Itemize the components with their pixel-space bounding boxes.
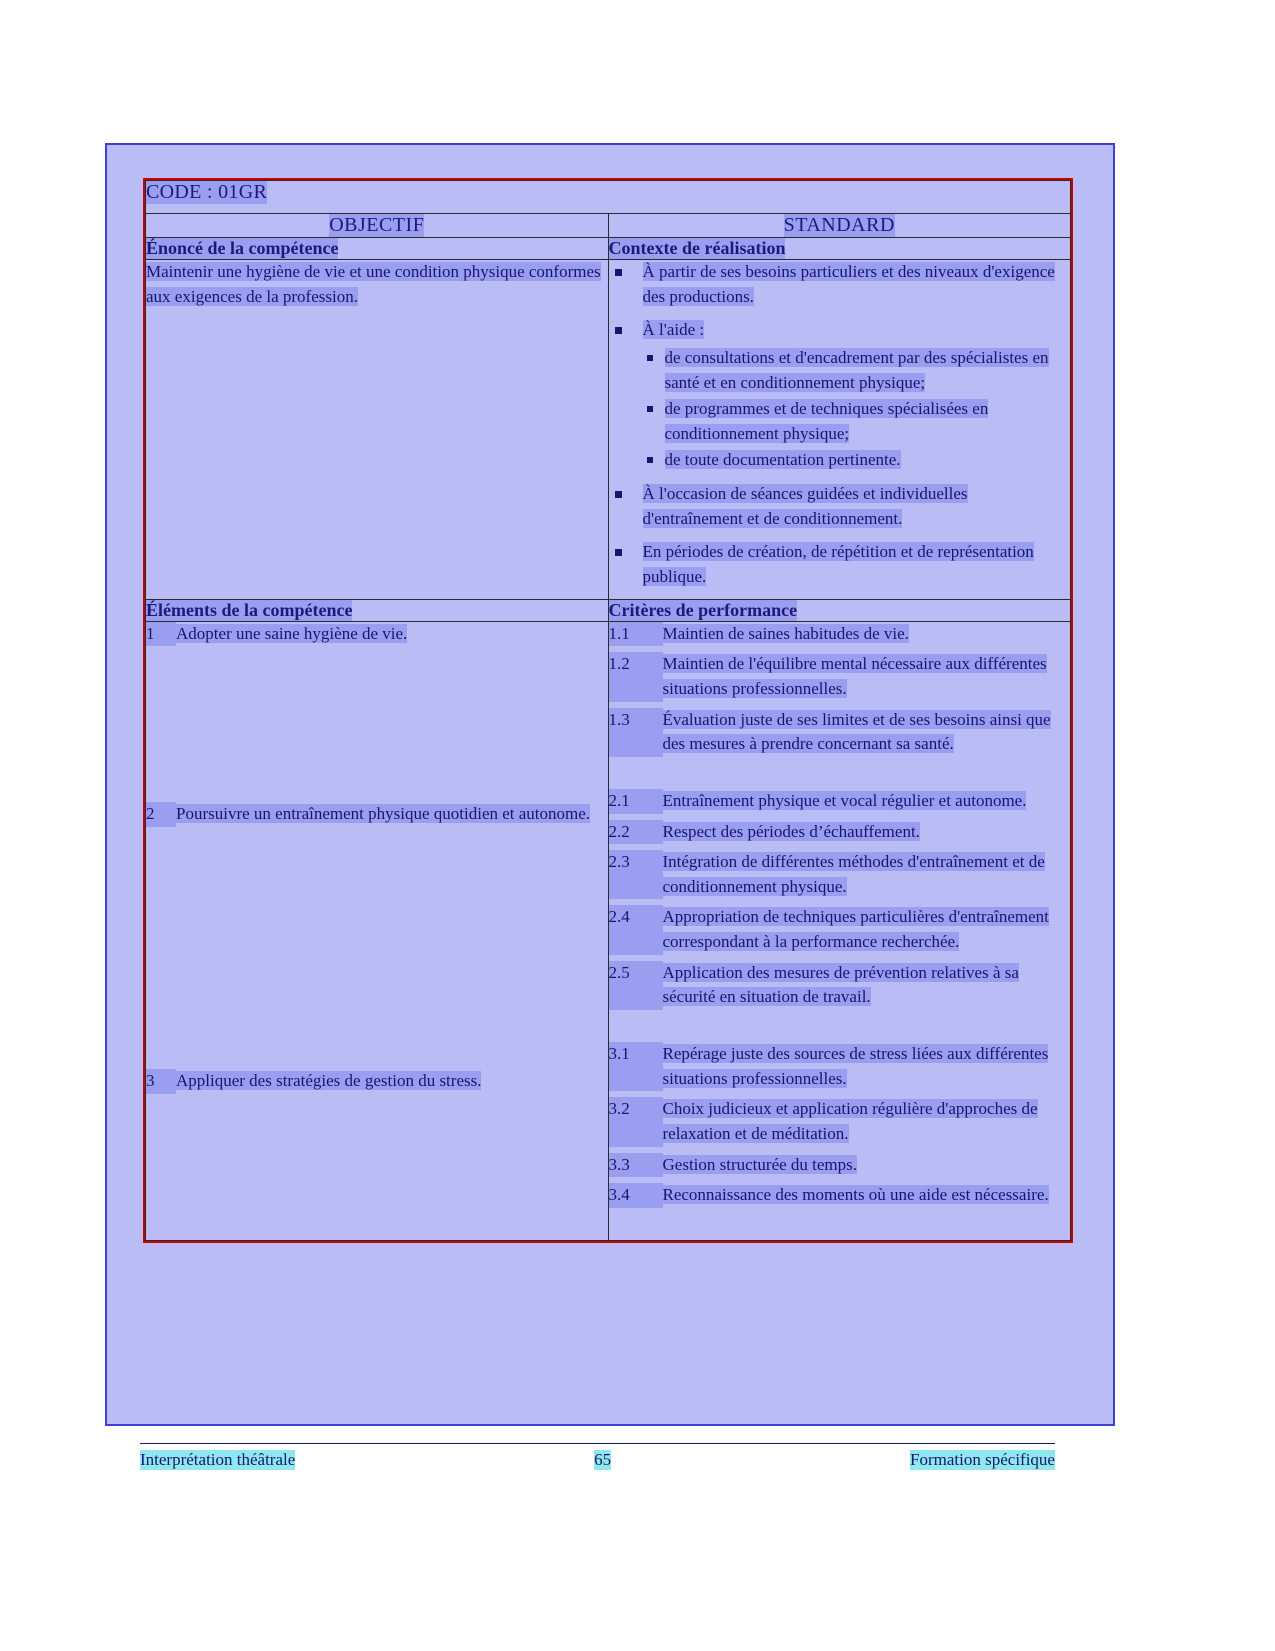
footer-page-number: 65 [594,1450,612,1469]
contexte-cell [608,260,1071,600]
element-text: Appliquer des stratégies de gestion du stress. [176,1070,482,1090]
criterion-number: 2.4 [609,905,663,954]
footer-divider [140,1443,1055,1444]
element-number: 1 [146,622,176,647]
enonce-cell [146,260,609,600]
footer-right: Formation spécifique [910,1450,1055,1469]
spacer [146,652,608,802]
criterion-number: 3.2 [609,1097,663,1146]
competency-detail-row [146,621,1071,1240]
criterion-number: 2.5 [609,961,663,1010]
criterion-item [609,789,1071,814]
criterion-item [609,1153,1071,1178]
criterion-text: Choix judicieux et application régulière d'approches de relaxation et de méditation. [662,1099,1038,1143]
standard-header: STANDARD [783,214,895,236]
criterion-item [609,1042,1071,1091]
list-item: de consultations et d'encadrement par des spécialistes en santé et en conditionnement physique; [643,346,1071,395]
criterion-item [609,622,1071,647]
criterion-text: Application des mesures de prévention relatives à sa sécurité en situation de travail. [662,962,1019,1007]
competency-table [143,178,1073,1243]
elements-title-cell [146,599,609,621]
criterion-item [609,1183,1071,1208]
criterion-item [609,850,1071,899]
list-item: À partir de ses besoins particuliers et des niveaux d'exigence des productions. [609,260,1071,309]
element-item [146,1069,608,1094]
elements-title: Éléments de la compétence [146,599,353,620]
competency-detail-title-row [146,599,1071,621]
criterion-number: 3.4 [609,1183,663,1208]
criterion-text: Intégration de différentes méthodes d'entraînement et de conditionnement physique. [662,852,1045,896]
criterion-item [609,820,1071,845]
criterion-item [609,905,1071,954]
criterion-number: 3.3 [609,1153,663,1178]
criterion-item [609,1097,1071,1146]
criteria-group [609,1042,1071,1208]
page-canvas [105,143,1115,1426]
spacer [146,833,608,1069]
code-row [146,181,1071,214]
criterion-item [609,961,1071,1010]
enonce-title: Énoncé de la compétence [146,238,339,258]
objectif-header: OBJECTIF [329,214,425,236]
element-number: 2 [146,802,176,827]
code-cell [146,181,1071,214]
criterion-text: Repérage juste des sources de stress liées aux différentes situations professionnelles. [662,1044,1049,1088]
objectif-header-cell [146,214,609,238]
criteres-title: Critères de performance [608,599,798,620]
contexte-title: Contexte de réalisation [608,238,786,258]
criteres-cell [608,621,1071,1240]
criterion-text: Maintien de l'équilibre mental nécessaire aux différentes situations professionnelles. [662,654,1047,698]
enonce-paragraph: Maintenir une hygiène de vie et une condition physique conformes aux exigences de la profession. [146,262,601,306]
criteria-group [609,622,1071,757]
spacer [609,763,1071,789]
criteria-group [609,789,1071,1010]
criterion-text: Gestion structurée du temps. [662,1154,858,1174]
code-label: CODE : 01GR [146,181,268,203]
contexte-title-cell [608,238,1071,260]
criterion-number: 1.1 [609,622,663,647]
criterion-text: Entraînement physique et vocal régulier et autonome. [662,790,1027,810]
element-item [146,622,608,647]
section-title-row [146,238,1071,260]
spacer [609,1016,1071,1042]
criteres-title-cell [608,599,1071,621]
criterion-text: Appropriation de techniques particulières d'entraînement correspondant à la performance recherchée. [662,907,1049,952]
enonce-title-cell [146,238,609,260]
footer-left: Interprétation théâtrale [140,1450,296,1469]
elements-cell [146,621,609,1240]
criterion-number: 2.2 [609,820,663,845]
list-item: En périodes de création, de répétition et de représentation publique. [609,540,1071,589]
element-text: Adopter une saine hygiène de vie. [176,623,408,643]
header-row [146,214,1071,238]
list-item: À l'occasion de séances guidées et individuelles d'entraînement et de conditionnement. [609,482,1071,531]
element-number: 3 [146,1069,176,1094]
criterion-number: 2.1 [609,789,663,814]
criterion-text: Évaluation juste de ses limites et de ses besoins ainsi que des mesures à prendre concernant sa santé. [662,709,1051,754]
spacer [146,1100,608,1240]
criterion-text: Reconnaissance des moments où une aide est nécessaire. [662,1185,1049,1205]
criterion-text: Respect des périodes d’échauffement. [662,821,920,841]
element-item [146,802,608,827]
criterion-item [609,652,1071,701]
criterion-number: 2.3 [609,850,663,899]
list-item: de toute documentation pertinente. [643,448,1071,473]
criterion-text: Maintien de saines habitudes de vie. [662,623,909,643]
contexte-sub-list [643,346,1071,473]
criterion-number: 1.3 [609,708,663,757]
contexte-bullet-list [609,260,1071,590]
page-footer [140,1450,1055,1470]
criterion-number: 3.1 [609,1042,663,1091]
criterion-number: 1.2 [609,652,663,701]
element-text: Poursuivre un entraînement physique quotidien et autonome. [176,804,591,824]
statement-row [146,260,1071,600]
list-item: de programmes et de techniques spécialisées en conditionnement physique; [643,397,1071,446]
criterion-item [609,708,1071,757]
standard-header-cell [608,214,1071,238]
list-item: À l'aide : de consultations et d'encadrement par des spécialistes en santé et en conditionnement physique; de programmes et de techniques spécialisées en conditionnement physique; de toute documentation pertinente. [609,318,1071,473]
